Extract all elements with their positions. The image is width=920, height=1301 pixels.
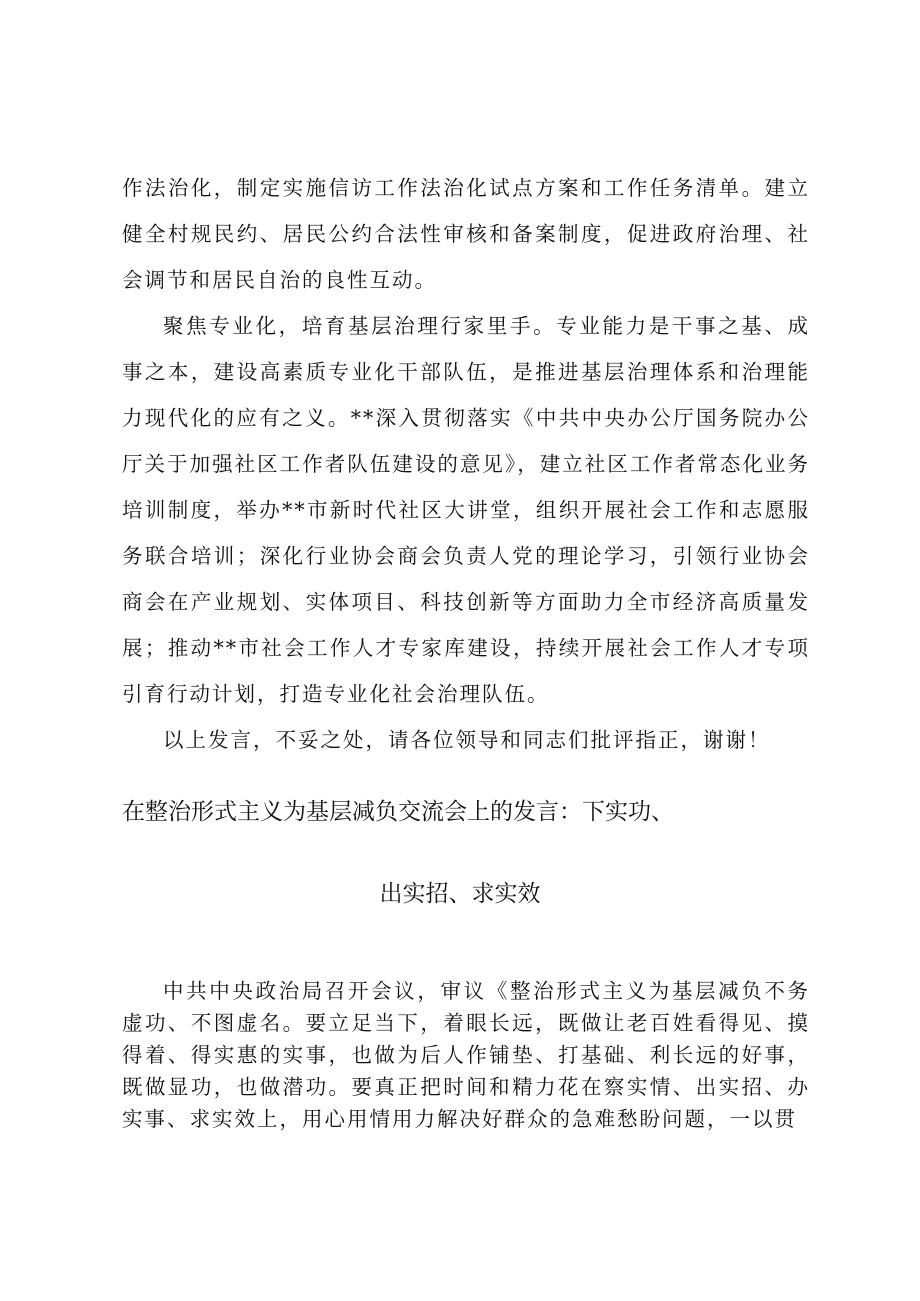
paragraph-professionalization: 聚焦专业化，培育基层治理行家里手。专业能力是干事之基、成事之本，建设高素质专业化干部队伍，是推进基层治理体系和治理能力现代化的应有之义。**深入贯彻落实《中共中央办公厅国务院办公厅关于加强社区工作者队伍建设的意见》，建立社区工作者常态化业务培训制度，举办**市新时代社区大讲堂，组织开展社会工作和志愿服务联合培训；深化行业协会商会负责人党的理论学习，引领行业协会商会在产业规划、实体项目、科技创新等方面助力全市经济高质量发展；推动**市社会工作人才专家库建设，持续开展社会工作人才专项引育行动计划，打造专业化社会治理队伍。 [122,314,810,706]
paragraph-continued: 作法治化，制定实施信访工作法治化试点方案和工作任务清单。建立健全村规民约、居民公约合法性审核和备案制度，促进政府治理、社会调节和居民自治的良性互动。 [122,176,810,292]
speech-title-line2: 出实招、求实效 [379,881,541,907]
speech-title [80,771,840,935]
paragraph-opening: 中共中央政治局召开会议，审议《整治形式主义为基层减负不务虚功、不图虚名。要立足当下，着眼长远，既做让老百姓看得见、摸得着、得实惠的实事，也做为后人作铺垫、打基础、利长远的好事，既做显功，也做潜功。要真正把时间和精力花在察实情、出实招、办实事、求实效上，用心用情用力解决好群众的急难愁盼问题，一以贯 [122,979,810,1131]
section1-body [122,165,810,763]
section2-body [122,975,810,1135]
speech-title-line1: 在整治形式主义为基层减负交流会上的发言：下实功、 [122,799,674,825]
paragraph-closing: 以上发言，不妥之处，请各位领导和同志们批评指正，谢谢！ [163,728,771,752]
